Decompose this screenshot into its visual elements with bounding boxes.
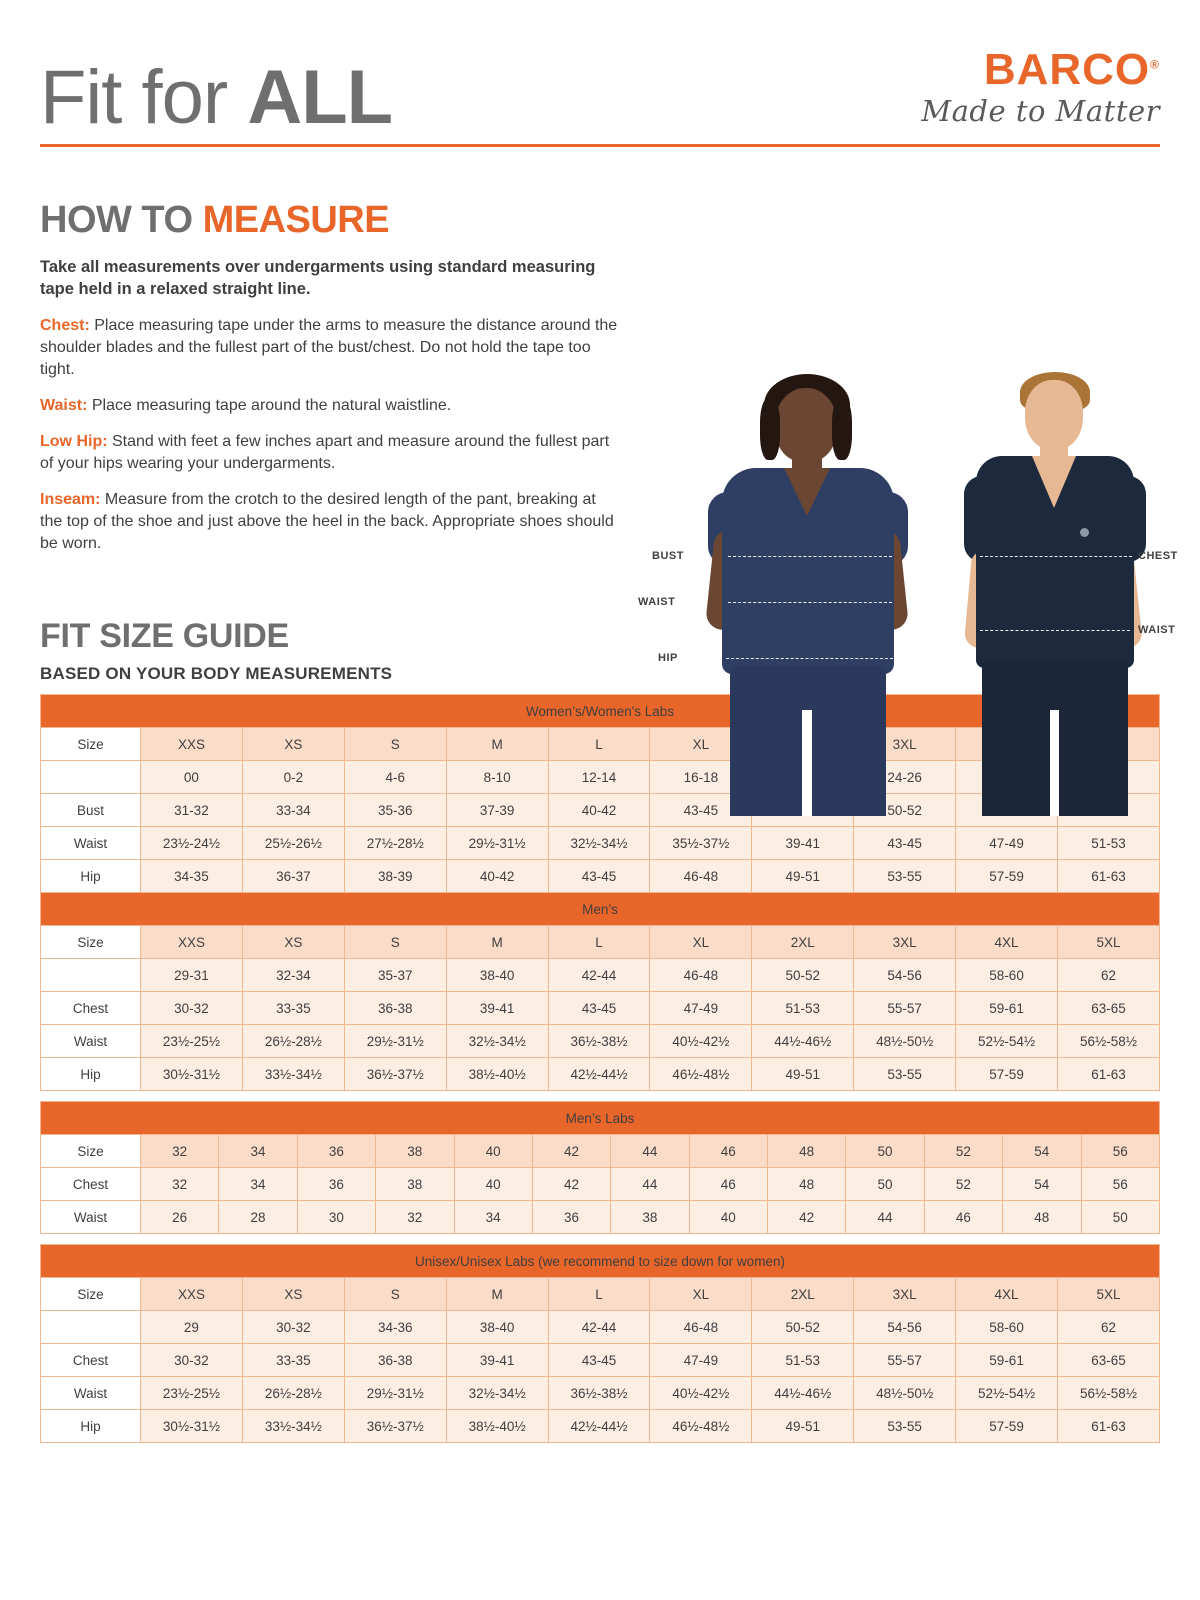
measure-cell: 55-57 (854, 992, 956, 1025)
numeric-size-cell: 4-6 (344, 761, 446, 794)
measure-cell: 48½-50½ (854, 1377, 956, 1410)
measure-cell: 29½-31½ (344, 1377, 446, 1410)
table-row (41, 1135, 1160, 1168)
measure-cell: 38½-40½ (446, 1058, 548, 1091)
numeric-size-cell: 50-52 (752, 1311, 854, 1344)
group-title-unisex: Unisex/Unisex Labs (we recommend to size down for women) (41, 1245, 1160, 1278)
table-row (41, 1168, 1160, 1201)
measure-cell: 33-35 (242, 992, 344, 1025)
measure-cell: 63-65 (1058, 992, 1160, 1025)
measure-cell: 54 (1003, 1168, 1081, 1201)
numeric-size-cell: 00 (141, 761, 243, 794)
how-to-measure-body (40, 256, 640, 555)
brand-name-text: BARCO (983, 45, 1151, 94)
male-chest-logo (1080, 528, 1089, 537)
measure-cell: 46½-48½ (650, 1058, 752, 1091)
size-header-cell: 56 (1081, 1135, 1160, 1168)
row-label-waist: Waist (41, 1377, 141, 1410)
measure-cell: 36½-38½ (548, 1377, 650, 1410)
measure-cell: 49-51 (752, 1410, 854, 1443)
measure-cell: 23½-25½ (141, 1025, 243, 1058)
measure-cell: 36½-37½ (344, 1410, 446, 1443)
row-label-waist: Waist (41, 827, 141, 860)
table-group-header-row (41, 893, 1160, 926)
numeric-size-cell: 12-14 (548, 761, 650, 794)
numeric-size-cell: 30-32 (242, 1311, 344, 1344)
empty-row-label (41, 959, 141, 992)
numeric-size-cell: 29 (141, 1311, 243, 1344)
size-header-cell: XL (650, 926, 752, 959)
measure-item-low-hip-label: Low Hip: (40, 432, 108, 450)
measure-cell: 49-51 (752, 860, 854, 893)
measure-cell: 27½-28½ (344, 827, 446, 860)
numeric-size-cell: 54-56 (854, 1311, 956, 1344)
measure-cell: 52 (924, 1168, 1002, 1201)
measure-cell: 42 (768, 1201, 846, 1234)
size-header-cell: 48 (768, 1135, 846, 1168)
size-header-cell: 4XL (956, 1278, 1058, 1311)
measure-cell: 51-53 (752, 1344, 854, 1377)
measure-item-chest-text: Place measuring tape under the arms to measure the distance around the shoulder blades and the fullest part of the bust/chest. Do not hold the tape too tight. (40, 316, 618, 378)
measure-cell: 46 (924, 1201, 1002, 1234)
measure-cell: 26½-28½ (242, 1377, 344, 1410)
measure-cell: 56½-58½ (1058, 1025, 1160, 1058)
measure-cell: 44 (846, 1201, 924, 1234)
measure-cell: 35-36 (344, 794, 446, 827)
measurement-diagram (638, 380, 1180, 800)
numeric-size-cell: 58-60 (956, 959, 1058, 992)
measure-cell: 33½-34½ (242, 1410, 344, 1443)
row-label-chest: Chest (41, 992, 141, 1025)
size-header-cell: M (446, 728, 548, 761)
size-header-cell: 3XL (854, 926, 956, 959)
size-header-cell: 38 (376, 1135, 454, 1168)
measure-cell: 43-45 (548, 860, 650, 893)
size-header-cell: 52 (924, 1135, 1002, 1168)
measure-cell: 38 (611, 1201, 689, 1234)
size-header-cell: 3XL (854, 1278, 956, 1311)
table-row (41, 959, 1160, 992)
measure-cell: 46-48 (650, 860, 752, 893)
female-hair-left (760, 398, 780, 460)
measure-cell: 47-49 (956, 827, 1058, 860)
measure-cell: 32 (376, 1201, 454, 1234)
size-header-cell: L (548, 926, 650, 959)
size-header-cell: XXS (141, 728, 243, 761)
size-label-cell: Size (41, 728, 141, 761)
measure-cell: 36 (532, 1201, 610, 1234)
table-row (41, 926, 1160, 959)
numeric-size-cell: 58-60 (956, 1311, 1058, 1344)
chest-measure-line (980, 556, 1132, 557)
measure-cell: 23½-25½ (141, 1377, 243, 1410)
measure-cell: 46½-48½ (650, 1410, 752, 1443)
measure-cell: 36-38 (344, 992, 446, 1025)
size-label-cell: Size (41, 926, 141, 959)
measure-cell: 34 (454, 1201, 532, 1234)
numeric-size-cell: 38-40 (446, 959, 548, 992)
measure-cell: 33-34 (242, 794, 344, 827)
measure-cell: 29½-31½ (446, 827, 548, 860)
measure-cell: 43-45 (548, 1344, 650, 1377)
size-header-cell: 32 (141, 1135, 219, 1168)
size-table-unisex (40, 1244, 1160, 1443)
measure-cell: 40-42 (446, 860, 548, 893)
row-label-hip: Hip (41, 1410, 141, 1443)
measure-cell: 42½-44½ (548, 1410, 650, 1443)
brand-logo (921, 45, 1160, 134)
measure-item-waist-text: Place measuring tape around the natural waistline. (87, 396, 452, 414)
size-header-cell: 34 (219, 1135, 297, 1168)
label-chest: CHEST (1138, 550, 1178, 562)
brand-name (983, 45, 1160, 94)
measure-cell: 30 (297, 1201, 375, 1234)
table-row (41, 1025, 1160, 1058)
measure-cell: 52½-54½ (956, 1025, 1058, 1058)
numeric-size-cell: 35-37 (344, 959, 446, 992)
table-row (41, 827, 1160, 860)
numeric-size-cell: 42-44 (548, 959, 650, 992)
measure-cell: 32½-34½ (446, 1377, 548, 1410)
table-row (41, 1058, 1160, 1091)
table-group-header-row (41, 1102, 1160, 1135)
empty-row-label (41, 761, 141, 794)
measure-cell: 34 (219, 1168, 297, 1201)
measure-cell: 44½-46½ (752, 1025, 854, 1058)
page-title (40, 54, 393, 140)
measure-cell: 36 (297, 1168, 375, 1201)
measure-cell: 52½-54½ (956, 1377, 1058, 1410)
table-row (41, 1344, 1160, 1377)
row-label-bust: Bust (41, 794, 141, 827)
numeric-size-cell: 32-34 (242, 959, 344, 992)
numeric-size-cell: 38-40 (446, 1311, 548, 1344)
measure-cell: 30-32 (141, 992, 243, 1025)
measure-cell: 53-55 (854, 1058, 956, 1091)
group-title-mens: Men’s (41, 893, 1160, 926)
size-header-cell: 5XL (1058, 1278, 1160, 1311)
measure-cell: 42 (532, 1168, 610, 1201)
table-row (41, 860, 1160, 893)
measure-cell: 53-55 (854, 860, 956, 893)
numeric-size-cell: 62 (1058, 959, 1160, 992)
row-label-hip: Hip (41, 1058, 141, 1091)
measure-cell: 55-57 (854, 1344, 956, 1377)
table-row (41, 1278, 1160, 1311)
table-row (41, 1311, 1160, 1344)
row-label-chest: Chest (41, 1344, 141, 1377)
how-to-measure-heading (40, 199, 1160, 242)
size-label-cell: Size (41, 1278, 141, 1311)
measure-cell: 32½-34½ (548, 827, 650, 860)
measure-lead-text: Take all measurements over undergarments using standard measuring tape held in a relaxed straight line. (40, 258, 596, 299)
size-header-cell: 2XL (752, 1278, 854, 1311)
measure-cell: 44½-46½ (752, 1377, 854, 1410)
measure-cell: 30½-31½ (141, 1410, 243, 1443)
size-header-cell: 3XL (854, 728, 956, 761)
measure-cell: 53-55 (854, 1410, 956, 1443)
page-title-bold: ALL (247, 54, 393, 140)
measure-cell: 26½-28½ (242, 1025, 344, 1058)
measure-cell: 43-45 (548, 992, 650, 1025)
row-label-waist: Waist (41, 1201, 141, 1234)
size-header-cell: 46 (689, 1135, 767, 1168)
measure-cell: 51-53 (1058, 827, 1160, 860)
female-hair-right (832, 398, 852, 460)
size-header-cell: 54 (1003, 1135, 1081, 1168)
measure-cell: 40 (689, 1201, 767, 1234)
measure-cell: 50 (846, 1168, 924, 1201)
size-header-cell: S (344, 1278, 446, 1311)
measure-cell: 35½-37½ (650, 827, 752, 860)
measure-cell: 30½-31½ (141, 1058, 243, 1091)
size-header-cell: XXS (141, 926, 243, 959)
label-hip: HIP (658, 652, 678, 664)
size-table-mens-labs (40, 1101, 1160, 1234)
measure-cell: 38-39 (344, 860, 446, 893)
numeric-size-cell: 34-36 (344, 1311, 446, 1344)
numeric-size-cell: 29-31 (141, 959, 243, 992)
measure-cell: 59-61 (956, 1344, 1058, 1377)
row-label-waist: Waist (41, 1025, 141, 1058)
measure-cell: 32½-34½ (446, 1025, 548, 1058)
measure-cell: 38 (376, 1168, 454, 1201)
size-header-cell: XL (650, 1278, 752, 1311)
table-row (41, 1410, 1160, 1443)
measure-item-waist-label: Waist: (40, 396, 88, 414)
fit-size-guide-subtitle: BASED ON YOUR BODY MEASUREMENTS (40, 664, 393, 684)
size-header-cell: XXS (141, 1278, 243, 1311)
size-label-cell: Size (41, 1135, 141, 1168)
measure-cell: 26 (141, 1201, 219, 1234)
male-leg-gap (1050, 710, 1059, 816)
table-row (41, 992, 1160, 1025)
measure-cell: 34-35 (141, 860, 243, 893)
size-header-cell: XS (242, 926, 344, 959)
fit-size-guide-title: FIT SIZE GUIDE (40, 617, 289, 656)
measure-cell: 37-39 (446, 794, 548, 827)
measure-item-inseam-label: Inseam: (40, 491, 101, 508)
measure-cell: 57-59 (956, 860, 1058, 893)
measure-cell: 36-38 (344, 1344, 446, 1377)
measure-cell: 23½-24½ (141, 827, 243, 860)
numeric-size-cell: 8-10 (446, 761, 548, 794)
heading-plain: HOW TO (40, 199, 203, 241)
measure-cell: 56 (1081, 1168, 1160, 1201)
size-header-cell: 36 (297, 1135, 375, 1168)
measure-cell: 59-61 (956, 992, 1058, 1025)
measure-cell: 36½-37½ (344, 1058, 446, 1091)
row-label-hip: Hip (41, 860, 141, 893)
brand-tagline: Made to Matter (921, 94, 1160, 128)
size-header-cell: 40 (454, 1135, 532, 1168)
measure-cell: 42½-44½ (548, 1058, 650, 1091)
measure-cell: 49-51 (752, 1058, 854, 1091)
size-header-cell: 5XL (1058, 926, 1160, 959)
size-header-cell: S (344, 926, 446, 959)
measure-cell: 44 (611, 1168, 689, 1201)
measure-cell: 40½-42½ (650, 1025, 752, 1058)
measure-cell: 40 (454, 1168, 532, 1201)
numeric-size-cell: 54-56 (854, 959, 956, 992)
measure-cell: 29½-31½ (344, 1025, 446, 1058)
measure-item-inseam (40, 489, 620, 555)
measure-cell: 48 (768, 1168, 846, 1201)
size-header-cell: M (446, 926, 548, 959)
measure-item-chest (40, 315, 620, 381)
label-waist-left: WAIST (638, 596, 676, 608)
measure-cell: 38½-40½ (446, 1410, 548, 1443)
numeric-size-cell: 24-26 (854, 761, 956, 794)
measure-item-inseam-text: Measure from the crotch to the desired length of the pant, breaking at the top of the shoe and just above the heel in the back. Appropriate shoes should be worn. (40, 491, 614, 553)
numeric-size-cell: 62 (1058, 1311, 1160, 1344)
group-title-womens: Women’s/Women's Labs (41, 695, 1160, 728)
row-label-chest: Chest (41, 1168, 141, 1201)
measure-cell: 39-41 (446, 1344, 548, 1377)
measure-cell: 57-59 (956, 1058, 1058, 1091)
size-header-cell: S (344, 728, 446, 761)
measure-cell: 63-65 (1058, 1344, 1160, 1377)
numeric-size-cell: 16-18 (650, 761, 752, 794)
header-divider (40, 144, 1160, 147)
measure-cell: 43-45 (854, 827, 956, 860)
measure-cell: 25½-26½ (242, 827, 344, 860)
measure-item-low-hip-text: Stand with feet a few inches apart and measure around the fullest part of your hips wearing your undergarments. (40, 432, 610, 472)
heading-accent: MEASURE (202, 199, 390, 241)
measure-cell: 39-41 (446, 992, 548, 1025)
measure-cell: 50-52 (854, 794, 956, 827)
size-header-cell: M (446, 1278, 548, 1311)
size-header-cell: XS (242, 728, 344, 761)
measure-cell: 30-32 (141, 1344, 243, 1377)
female-leg-gap (802, 710, 812, 816)
size-header-cell: 42 (532, 1135, 610, 1168)
size-header-cell: XS (242, 1278, 344, 1311)
brand-registered-mark: ® (1150, 57, 1160, 72)
measure-cell: 28 (219, 1201, 297, 1234)
size-header-cell: 2XL (752, 926, 854, 959)
measure-cell: 31-32 (141, 794, 243, 827)
measure-cell: 48 (1003, 1201, 1081, 1234)
measure-cell: 40-42 (548, 794, 650, 827)
measure-cell: 39-41 (752, 827, 854, 860)
size-header-cell: L (548, 728, 650, 761)
hip-measure-line (726, 658, 898, 659)
measure-cell: 61-63 (1058, 1058, 1160, 1091)
size-header-cell: L (548, 1278, 650, 1311)
numeric-size-cell: 50-52 (752, 959, 854, 992)
waist-measure-line-male (980, 630, 1130, 631)
waist-measure-line-female (728, 602, 892, 603)
measure-cell: 46 (689, 1168, 767, 1201)
size-header-cell: 50 (846, 1135, 924, 1168)
measure-cell: 61-63 (1058, 1410, 1160, 1443)
measure-cell: 57-59 (956, 1410, 1058, 1443)
measure-cell: 43-45 (650, 794, 752, 827)
numeric-size-cell: 0-2 (242, 761, 344, 794)
measure-cell: 40½-42½ (650, 1377, 752, 1410)
measure-cell: 56½-58½ (1058, 1377, 1160, 1410)
measure-cell: 50 (1081, 1201, 1160, 1234)
female-head (775, 388, 837, 462)
page-header (40, 0, 1160, 140)
size-header-cell: XL (650, 728, 752, 761)
measure-cell: 47-49 (650, 1344, 752, 1377)
empty-row-label (41, 1311, 141, 1344)
measure-item-low-hip (40, 431, 620, 475)
measure-cell: 47-49 (650, 992, 752, 1025)
label-waist-right: WAIST (1138, 624, 1176, 636)
measure-cell: 61-63 (1058, 860, 1160, 893)
table-row (41, 1201, 1160, 1234)
table-row (41, 1377, 1160, 1410)
measure-cell: 32 (141, 1168, 219, 1201)
numeric-size-cell: 46-48 (650, 959, 752, 992)
measure-cell: 48½-50½ (854, 1025, 956, 1058)
measure-item-chest-label: Chest: (40, 316, 90, 334)
measure-item-waist (40, 395, 620, 417)
measure-cell: 33½-34½ (242, 1058, 344, 1091)
bust-measure-line (728, 556, 892, 557)
page-title-light: Fit for (40, 54, 248, 140)
label-bust: BUST (652, 550, 684, 562)
size-header-cell: 44 (611, 1135, 689, 1168)
measure-cell: 36-37 (242, 860, 344, 893)
measure-cell: 51-53 (752, 992, 854, 1025)
group-title-mens-labs: Men’s Labs (41, 1102, 1160, 1135)
measure-cell: 36½-38½ (548, 1025, 650, 1058)
measure-cell: 33-35 (242, 1344, 344, 1377)
size-header-cell: 4XL (956, 926, 1058, 959)
numeric-size-cell: 42-44 (548, 1311, 650, 1344)
table-group-header-row (41, 1245, 1160, 1278)
numeric-size-cell: 46-48 (650, 1311, 752, 1344)
